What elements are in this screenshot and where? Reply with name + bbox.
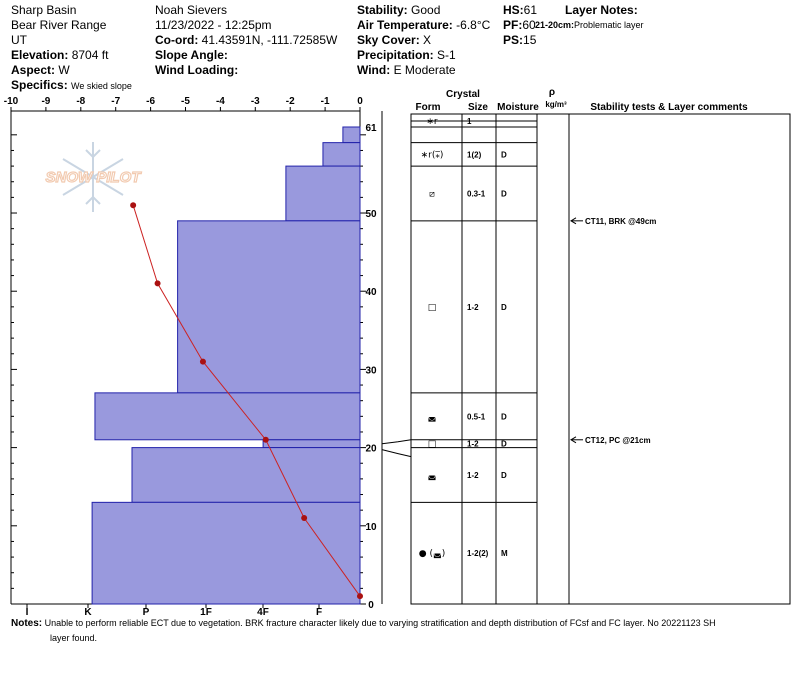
layer-size: 1 bbox=[467, 117, 472, 126]
height-tick-label: 20 bbox=[365, 443, 377, 455]
coord-value: 41.43591N, -111.72585W bbox=[201, 33, 338, 47]
moisture-header: Moisture bbox=[497, 102, 539, 113]
ps-value: 15 bbox=[523, 33, 537, 47]
temp-tick-label: -4 bbox=[215, 96, 225, 107]
crystal-header: Crystal bbox=[446, 89, 480, 100]
hardness-bar bbox=[263, 440, 360, 448]
hardness-tick-label: 4F bbox=[257, 607, 269, 616]
form-header: Form bbox=[415, 102, 441, 113]
temp-tick-label: -5 bbox=[181, 96, 190, 107]
layer-moisture: D bbox=[501, 189, 507, 199]
height-tick-label: 10 bbox=[365, 521, 377, 533]
temp-tick-label: 0 bbox=[357, 96, 363, 107]
hardness-bar bbox=[323, 143, 360, 166]
size-header: Size bbox=[467, 102, 489, 113]
air-temp-label: Air Temperature: bbox=[357, 18, 453, 32]
height-tick-label: 40 bbox=[365, 287, 377, 299]
comments-header: Stability tests & Layer comments bbox=[590, 102, 748, 113]
observer-name: Noah Sievers bbox=[155, 3, 228, 17]
precip-label: Precipitation: bbox=[357, 48, 434, 62]
layer-form: ◛ bbox=[427, 412, 437, 423]
temperature-point bbox=[301, 515, 307, 521]
height-tick-label: 50 bbox=[365, 209, 377, 221]
aspect-value: W bbox=[58, 63, 70, 77]
pf-value: 60 bbox=[522, 18, 536, 32]
hs-value: 61 bbox=[523, 3, 538, 17]
test-label: CT11, BRK @49cm bbox=[585, 216, 657, 226]
logo-text: SNOW PILOT bbox=[45, 169, 141, 186]
layer-form: □ bbox=[427, 302, 437, 313]
hardness-bar bbox=[286, 166, 360, 221]
wind-value: E Moderate bbox=[393, 63, 456, 77]
layer-form: ⧄ bbox=[429, 189, 435, 200]
layer-form: □ bbox=[427, 439, 437, 450]
height-tick-label: 0 bbox=[368, 600, 374, 611]
hardness-tick-label: 1F bbox=[200, 607, 212, 616]
sky-label: Sky Cover: bbox=[357, 33, 420, 47]
hardness-bar bbox=[92, 502, 360, 604]
temp-tick-label: -8 bbox=[76, 96, 86, 107]
layer-connector bbox=[382, 440, 411, 444]
layer-size: 0.5-1 bbox=[467, 412, 486, 422]
temperature-point bbox=[263, 437, 269, 443]
hardness-tick-label: F bbox=[315, 607, 323, 616]
temp-tick-label: -10 bbox=[3, 96, 19, 107]
observation-datetime: 11/23/2022 - 12:25pm bbox=[155, 18, 272, 32]
ps-label: PS: bbox=[503, 33, 524, 47]
table-frame bbox=[411, 114, 790, 604]
temp-tick-label: -3 bbox=[250, 96, 260, 107]
temp-tick-label: -7 bbox=[111, 96, 121, 107]
hardness-bar bbox=[95, 393, 360, 440]
wind-label: Wind: bbox=[357, 63, 391, 77]
range-name: Bear River Range bbox=[11, 18, 107, 32]
layer-form: ◛ bbox=[427, 470, 437, 481]
temp-tick-label: -6 bbox=[146, 96, 156, 107]
layer-moisture: D bbox=[501, 150, 507, 160]
layer-moisture: D bbox=[501, 470, 507, 480]
temperature-point bbox=[155, 280, 161, 286]
temperature-point bbox=[357, 593, 363, 599]
layer-note-range: 21-20cm: bbox=[535, 20, 575, 30]
temp-tick-label: -2 bbox=[285, 96, 295, 107]
notes-line-1: Unable to perform reliable ECT due to vegetation. BRK fracture character likely due to varying stratification and depth distribution of FCsf and FC layer. No 20221123 SH bbox=[44, 618, 716, 628]
layer-size: 0.3-1 bbox=[467, 189, 486, 199]
slope-label: Slope Angle: bbox=[155, 48, 228, 62]
layer-notes-label: Layer Notes: bbox=[565, 3, 638, 17]
hardness-bars bbox=[92, 127, 360, 604]
notes-section bbox=[11, 616, 791, 645]
air-temp-value: -6.8°C bbox=[456, 18, 491, 32]
hardness-tick-label: P bbox=[142, 607, 150, 616]
coord-label: Co-ord: bbox=[155, 33, 199, 47]
hs-label: HS: bbox=[503, 3, 524, 17]
location-name: Sharp Basin bbox=[11, 3, 77, 17]
elevation-label: Elevation: bbox=[11, 48, 69, 62]
temperature-point bbox=[130, 202, 136, 208]
density-unit-header: kg/m³ bbox=[545, 100, 567, 109]
layer-moisture: D bbox=[501, 302, 507, 312]
specifics-label: Specifics: bbox=[11, 78, 68, 92]
layer-moisture: M bbox=[501, 549, 508, 559]
hardness-tick-label: K bbox=[84, 607, 92, 616]
layer-size: 1(2) bbox=[467, 150, 482, 160]
height-tick-label: 61 bbox=[365, 123, 377, 134]
temp-tick-label: -1 bbox=[320, 96, 330, 107]
test-label: CT12, PC @21cm bbox=[585, 435, 651, 445]
specifics-value: We skied slope bbox=[71, 81, 132, 91]
layer-form: ● (◛) bbox=[418, 549, 446, 560]
layer-table bbox=[382, 87, 790, 604]
elevation-value: 8704 ft bbox=[71, 48, 109, 62]
hardness-bar bbox=[343, 127, 360, 143]
layer-form: ∗r bbox=[426, 117, 438, 127]
rho-header: ρ bbox=[548, 87, 556, 98]
pf-label: PF: bbox=[503, 18, 523, 32]
layer-connector bbox=[382, 450, 411, 457]
wind-loading-label: Wind Loading: bbox=[155, 63, 239, 77]
temp-tick-label: -9 bbox=[41, 96, 51, 107]
temperature-point bbox=[200, 359, 206, 365]
layer-size: 1-2 bbox=[467, 439, 479, 449]
hardness-tick-label: I bbox=[25, 607, 29, 616]
layer-moisture: D bbox=[501, 412, 507, 422]
temperature-axis bbox=[4, 96, 363, 111]
layer-moisture: D bbox=[501, 439, 507, 449]
layer-size: 1-2 bbox=[467, 302, 479, 312]
layer-size: 1-2 bbox=[467, 470, 479, 480]
hardness-bar bbox=[178, 221, 360, 393]
layer-size: 1-2(2) bbox=[467, 549, 489, 559]
notes-line-2: layer found. bbox=[50, 633, 98, 643]
height-tick-label: 30 bbox=[365, 365, 377, 377]
aspect-label: Aspect: bbox=[11, 63, 56, 77]
layer-note-text: Problematic layer bbox=[574, 20, 644, 30]
snowpilot-logo bbox=[46, 142, 143, 212]
layer-form: ∗r(⁎̅) bbox=[420, 150, 444, 161]
precip-value: S-1 bbox=[437, 48, 456, 62]
notes-label: Notes: bbox=[11, 618, 43, 629]
hardness-bar bbox=[132, 448, 360, 503]
stability-value: Good bbox=[411, 3, 441, 17]
state-name: UT bbox=[11, 33, 27, 47]
sky-value: X bbox=[423, 33, 432, 47]
stability-label: Stability: bbox=[357, 3, 408, 17]
